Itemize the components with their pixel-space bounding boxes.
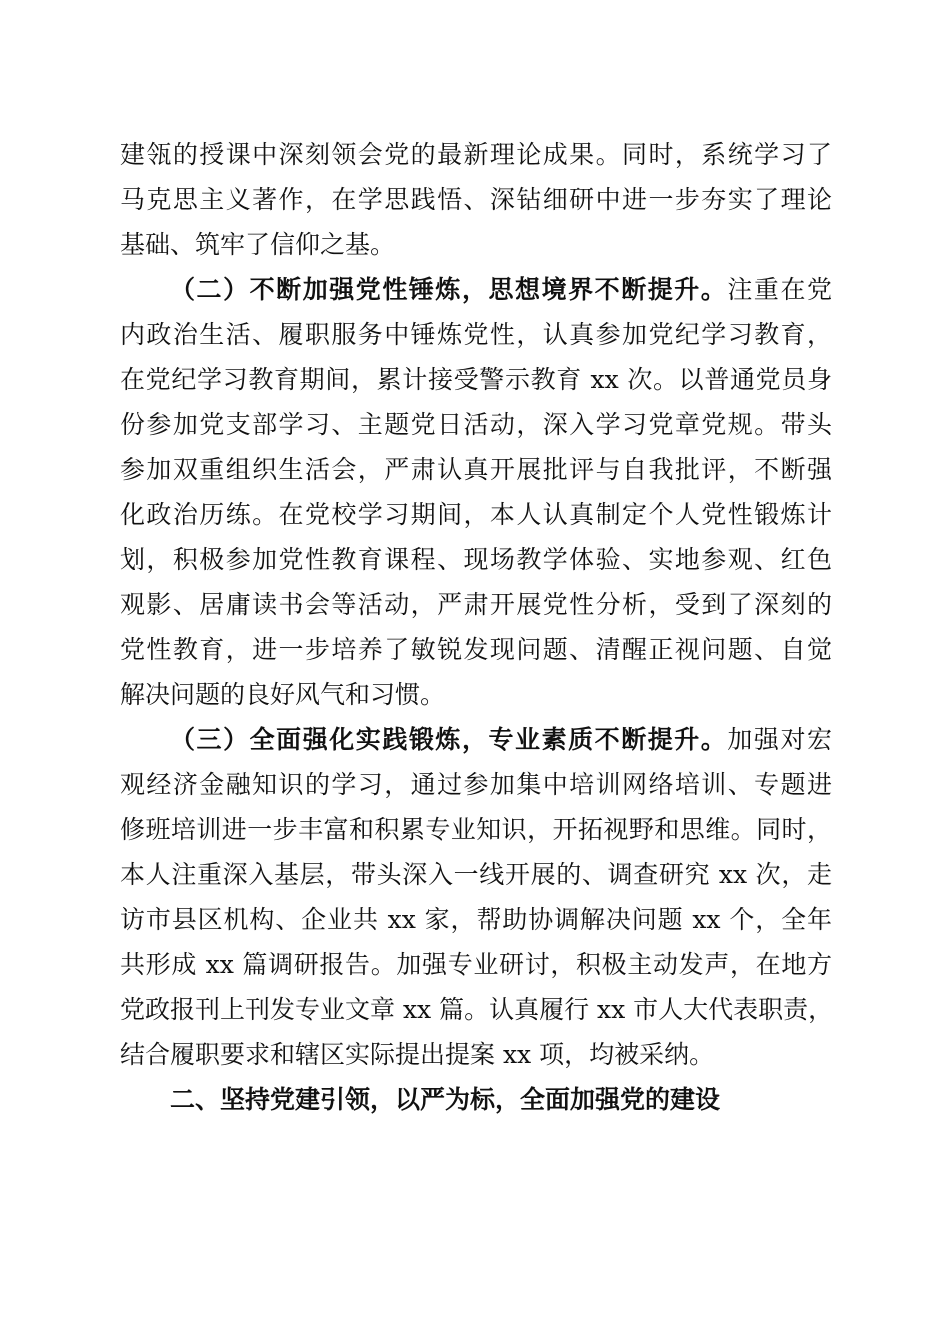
text-line: 结合履职要求和辖区实际提出提案 xx 项，均被采纳。 bbox=[120, 1040, 715, 1069]
text-line: 观经济金融知识的学习，通过参加集中培训网络培训、专题进 bbox=[120, 770, 832, 799]
text-line: 本人注重深入基层，带头深入一线开展的、调查研究 xx 次，走 bbox=[120, 860, 832, 889]
text-line: 共形成 xx 篇调研报告。加强专业研讨，积极主动发声，在地方 bbox=[120, 950, 832, 979]
text-line: 建瓴的授课中深刻领会党的最新理论成果。同时，系统学习了 bbox=[120, 140, 832, 169]
text-line: 观影、居庸读书会等活动，严肃开展党性分析，受到了深刻的 bbox=[120, 590, 832, 619]
paragraph-heading: （二）不断加强党性锤炼，思想境界不断提升。 bbox=[170, 275, 728, 304]
text-fragment: 加强对宏 bbox=[727, 725, 832, 754]
text-line: 内政治生活、履职服务中锤炼党性，认真参加党纪学习教育， bbox=[120, 320, 832, 349]
text-line: 份参加党支部学习、主题党日活动，深入学习党章党规。带头 bbox=[120, 410, 832, 439]
paragraph-heading: （三）全面强化实践锻炼，专业素质不断提升。 bbox=[170, 725, 728, 754]
text-line: 参加双重组织生活会，严肃认真开展批评与自我批评，不断强 bbox=[120, 455, 832, 484]
text-line: 党性教育，进一步培养了敏锐发现问题、清醒正视问题、自觉 bbox=[120, 635, 832, 664]
text-line: 党政报刊上刊发专业文章 xx 篇。认真履行 xx 市人大代表职责， bbox=[120, 995, 834, 1024]
text-line: 基础、筑牢了信仰之基。 bbox=[120, 230, 396, 259]
section-heading bbox=[120, 1077, 832, 1122]
text-line: 划，积极参加党性教育课程、现场教学体验、实地参观、红色 bbox=[120, 545, 832, 574]
text-line: 在党纪学习教育期间，累计接受警示教育 xx 次。以普通党员身 bbox=[120, 365, 832, 394]
text-line: 化政治历练。在党校学习期间，本人认真制定个人党性锻炼计 bbox=[120, 500, 832, 529]
paragraph-party-spirit bbox=[120, 267, 832, 717]
paragraph-practice-training bbox=[120, 717, 832, 1077]
text-line bbox=[120, 267, 832, 312]
text-line: 解决问题的良好风气和习惯。 bbox=[120, 680, 446, 709]
text-line: 访市县区机构、企业共 xx 家，帮助协调解决问题 xx 个，全年 bbox=[120, 905, 832, 934]
paragraph-continuation bbox=[120, 132, 832, 267]
text-line bbox=[120, 717, 832, 762]
text-line: 马克思主义著作，在学思践悟、深钻细研中进一步夯实了理论 bbox=[120, 185, 832, 214]
section-heading-text: 二、坚持党建引领，以严为标，全面加强党的建设 bbox=[170, 1085, 721, 1114]
text-line: 修班培训进一步丰富和积累专业知识，开拓视野和思维。同时， bbox=[120, 815, 832, 844]
document-body bbox=[120, 132, 832, 1122]
text-fragment: 注重在党 bbox=[727, 275, 832, 304]
